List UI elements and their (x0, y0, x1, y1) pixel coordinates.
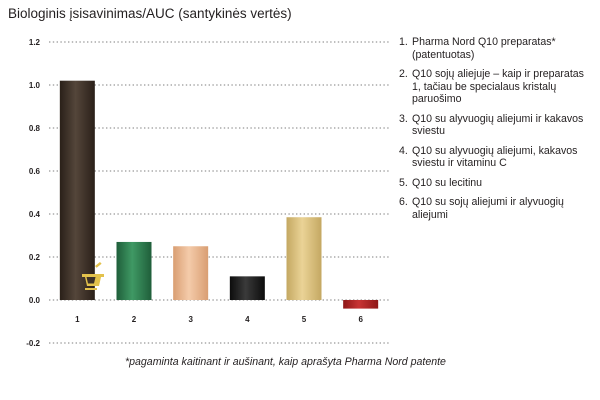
x-tick-label: 4 (245, 315, 250, 324)
legend-number: 6. (399, 196, 408, 208)
legend-number: 4. (399, 144, 408, 157)
y-tick-label: 0.0 (28, 296, 40, 305)
x-axis-ticks (75, 315, 363, 324)
legend-text: Q10 su alyvuogių aliejumi, kakavos sviestu ir vitaminu C (412, 144, 578, 169)
legend-number: 2. (399, 68, 408, 80)
y-tick-label: -0.2 (26, 339, 40, 348)
legend-text: Q10 sojų aliejuje – kaip ir preparatas 1, tačiau be specialaus kristalų paruošimo (412, 68, 584, 105)
legend-text: Pharma Nord Q10 preparatas* (patentuotas) (412, 36, 556, 61)
bar-1 (60, 81, 95, 300)
legend-number: 1. (399, 36, 408, 48)
y-tick-label: 1.2 (28, 38, 40, 47)
legend-number: 3. (399, 112, 408, 125)
x-tick-label: 5 (301, 315, 307, 324)
legend (399, 36, 595, 228)
bars (60, 81, 378, 309)
legend-number: 5. (399, 176, 408, 189)
legend-item (399, 196, 595, 221)
gridlines (49, 42, 389, 343)
x-tick-label: 3 (188, 315, 193, 324)
y-tick-label: 0.4 (28, 210, 40, 219)
y-tick-label: 0.2 (28, 253, 40, 262)
chart-title: Biologinis įsisavinimas/AUC (santykinės vertės) (8, 6, 292, 21)
y-tick-label: 0.6 (28, 167, 40, 176)
legend-text: Q10 su alyvuogių aliejumi ir kakavos sviestu (412, 112, 584, 137)
bar-3 (173, 246, 208, 300)
y-tick-label: 1.0 (28, 81, 40, 90)
legend-item (399, 68, 595, 106)
legend-item (399, 177, 595, 190)
x-tick-label: 2 (131, 315, 137, 324)
y-axis-ticks (26, 38, 40, 348)
legend-item (399, 145, 595, 170)
bar-5 (287, 217, 322, 300)
footnote: *pagaminta kaitinant ir aušinant, kaip aprašyta Pharma Nord patente (125, 356, 446, 368)
y-tick-label: 0.8 (28, 124, 40, 133)
legend-text: Q10 su lecitinu (412, 176, 483, 189)
legend-item (399, 113, 595, 138)
bar-2 (117, 242, 152, 300)
legend-item (399, 36, 595, 61)
legend-text: Q10 su sojų aliejumi ir alyvuogių aliejumi (412, 196, 564, 221)
x-tick-label: 1 (75, 315, 80, 324)
bar-4 (230, 276, 265, 300)
x-tick-label: 6 (358, 315, 363, 324)
bar-6 (343, 300, 378, 309)
